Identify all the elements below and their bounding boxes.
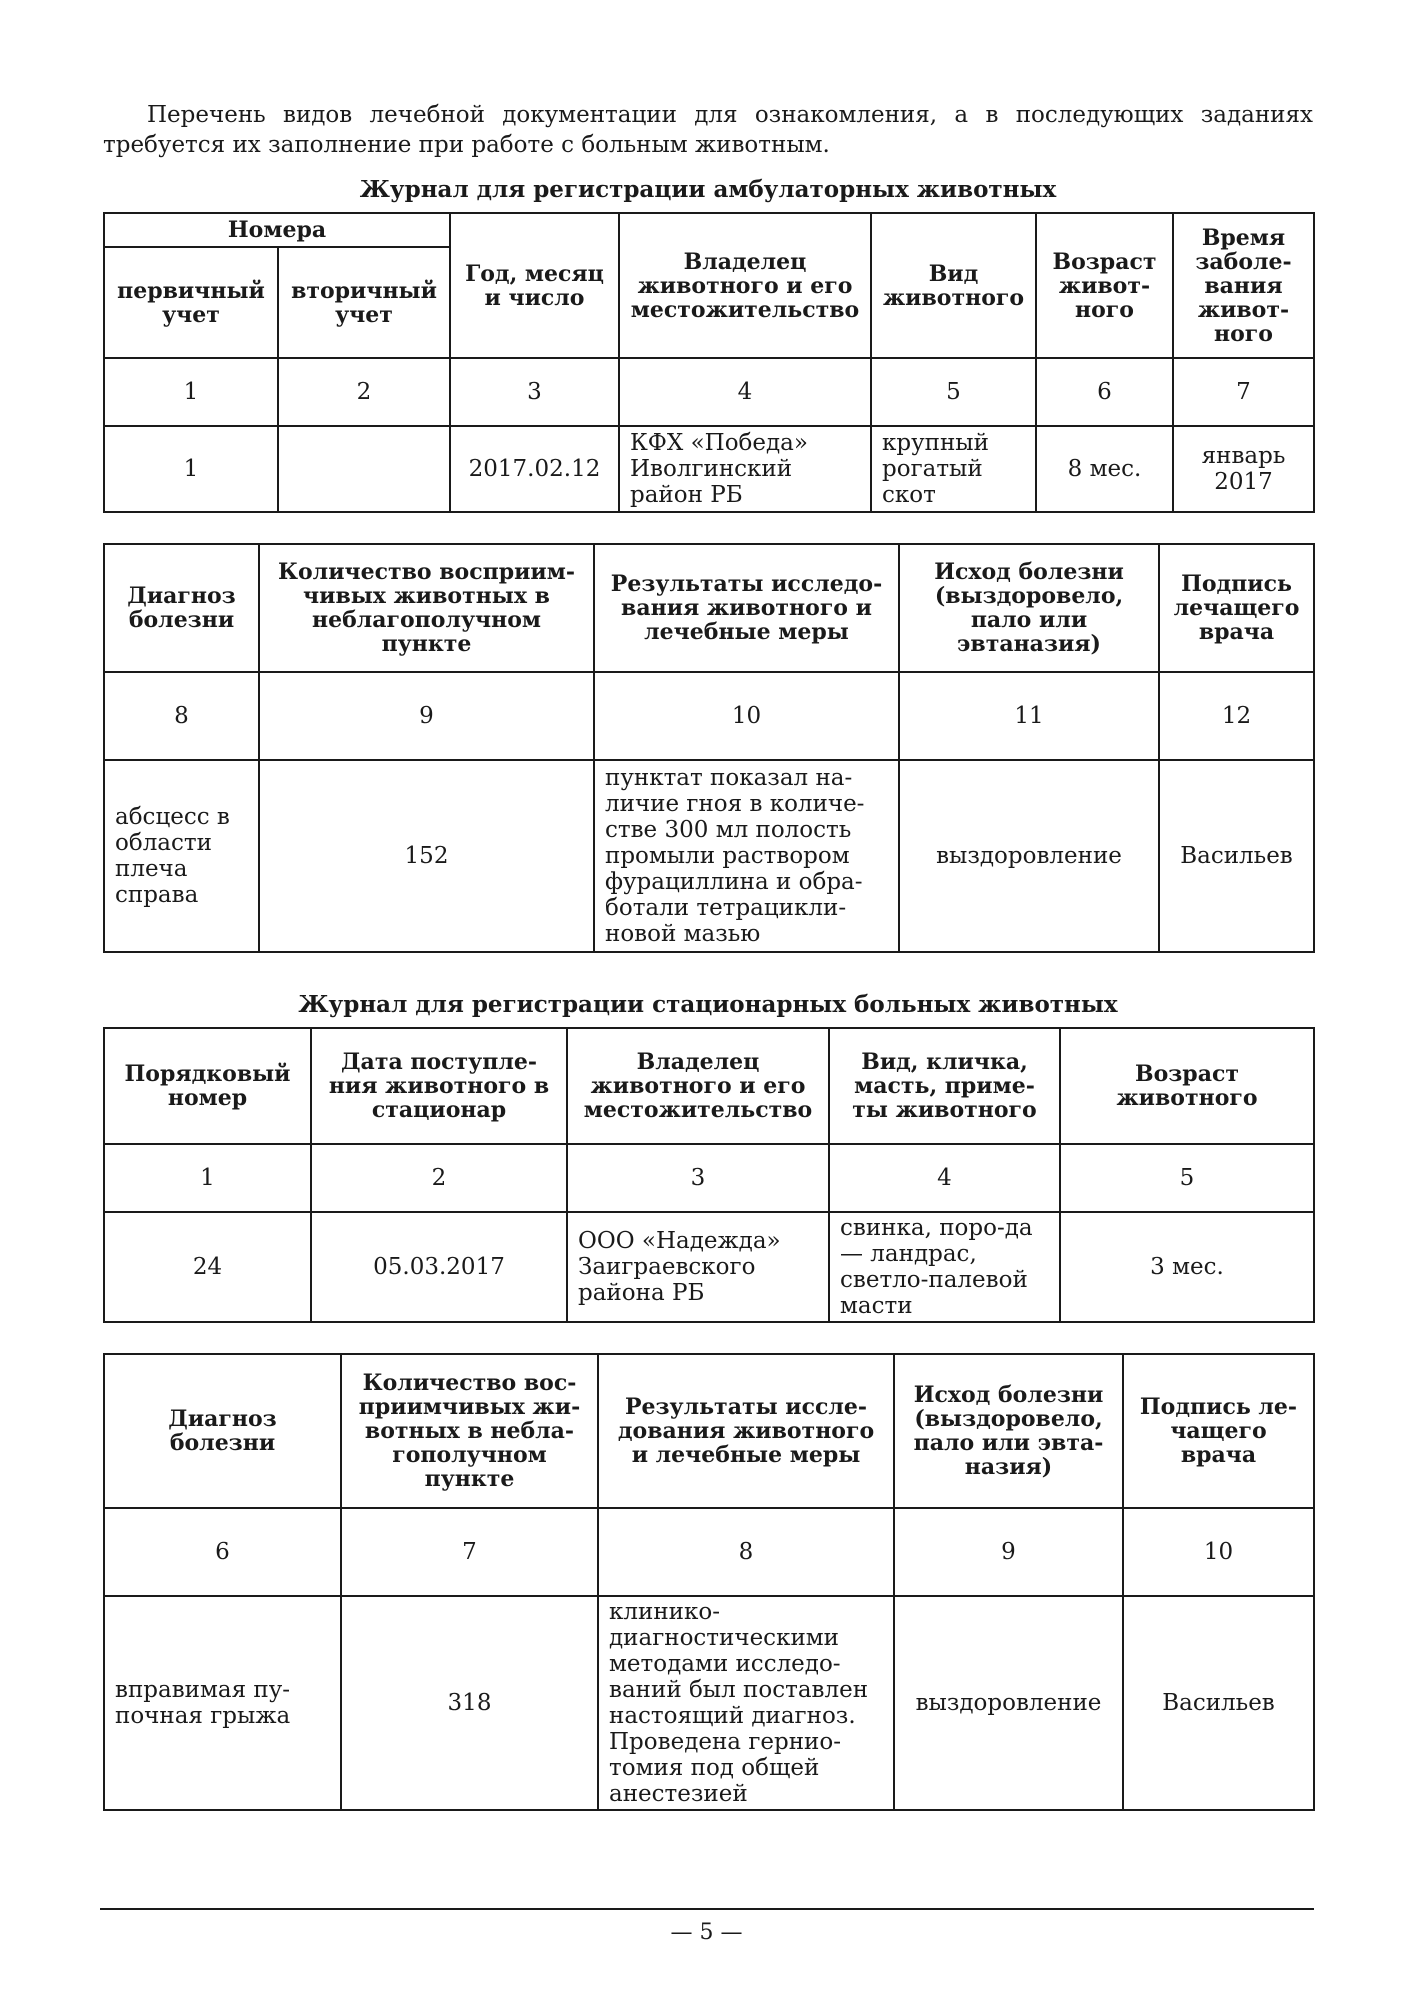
column-number: 1 [104, 358, 278, 426]
column-number: 8 [598, 1508, 894, 1596]
header-outcome: Исход болезни (выздоровело, пало или эвта-назия) [894, 1354, 1123, 1508]
cell-outcome: выздоровление [899, 760, 1159, 952]
header-age: Возраст животного [1060, 1028, 1314, 1144]
column-number: 3 [450, 358, 619, 426]
cell-admission-date: 05.03.2017 [311, 1212, 567, 1322]
header-admission-date: Дата поступле-ния животного в стационар [311, 1028, 567, 1144]
cell-species: крупный рогатый скот [871, 426, 1036, 512]
cell-susceptible-count: 152 [259, 760, 594, 952]
journal2-title: Журнал для регистрации стационарных больных животных [298, 991, 1118, 1018]
column-number: 8 [104, 672, 259, 760]
cell-owner: КФХ «Победа» Иволгинский район РБ [619, 426, 871, 512]
header-animal-description: Вид, кличка, масть, приме-ты животного [829, 1028, 1060, 1144]
cell-diagnosis: вправимая пу-почная грыжа [104, 1596, 341, 1810]
header-date: Год, месяц и число [450, 213, 619, 358]
header-susceptible-count: Количество вос-приимчивых жи-вотных в небла-гополучном пункте [341, 1354, 598, 1508]
header-onset-time: Время заболе-вания живот-ного [1173, 213, 1314, 358]
header-primary: первичный учет [104, 247, 278, 358]
cell-sequence-number: 24 [104, 1212, 311, 1322]
cell-diagnosis: абсцесс в области плеча справа [104, 760, 259, 952]
header-susceptible-count: Количество восприим-чивых животных в неблагополучном пункте [259, 544, 594, 672]
header-results: Результаты иссле-дования животного и лечебные меры [598, 1354, 894, 1508]
journal2-table-part2 [103, 1353, 1315, 1811]
cell-outcome: выздоровление [894, 1596, 1123, 1810]
header-results: Результаты исследо-вания животного и лечебные меры [594, 544, 899, 672]
header-signature: Подпись лечащего врача [1159, 544, 1314, 672]
cell-signature: Васильев [1123, 1596, 1314, 1810]
cell-onset-time: январь 2017 [1173, 426, 1314, 512]
journal2-table-part1 [103, 1027, 1315, 1323]
cell-results: клинико-диагностическими методами исследо-ваний был поставлен настоящий диагноз. Проведена гернио-томия под общей анестезией [598, 1596, 894, 1810]
journal1-table-part2 [103, 543, 1315, 953]
page-number: — 5 — [670, 1920, 743, 1945]
header-outcome: Исход болезни (выздоровело, пало или эвтаназия) [899, 544, 1159, 672]
cell-signature: Васильев [1159, 760, 1314, 952]
column-number: 11 [899, 672, 1159, 760]
header-diagnosis: Диагноз болезни [104, 1354, 341, 1508]
column-number: 7 [1173, 358, 1314, 426]
journal1-title: Журнал для регистрации амбулаторных животных [359, 176, 1057, 203]
column-number: 2 [278, 358, 450, 426]
header-signature: Подпись ле-чащего врача [1123, 1354, 1314, 1508]
column-number: 4 [619, 358, 871, 426]
cell-susceptible-count: 318 [341, 1596, 598, 1810]
column-number: 10 [1123, 1508, 1314, 1596]
column-number: 6 [1036, 358, 1173, 426]
column-number: 6 [104, 1508, 341, 1596]
cell-date: 2017.02.12 [450, 426, 619, 512]
cell-primary: 1 [104, 426, 278, 512]
column-number: 9 [259, 672, 594, 760]
footer-rule [100, 1908, 1314, 1910]
column-number: 5 [871, 358, 1036, 426]
column-number: 12 [1159, 672, 1314, 760]
cell-owner: ООО «Надежда» Заиграевского района РБ [567, 1212, 829, 1322]
header-species: Вид животного [871, 213, 1036, 358]
header-secondary: вторичный учет [278, 247, 450, 358]
header-age: Возраст живот-ного [1036, 213, 1173, 358]
column-number: 1 [104, 1144, 311, 1212]
column-number: 4 [829, 1144, 1060, 1212]
header-sequence-number: Порядковый номер [104, 1028, 311, 1144]
column-number: 9 [894, 1508, 1123, 1596]
header-diagnosis: Диагноз болезни [104, 544, 259, 672]
header-numbers-group: Номера [104, 213, 450, 247]
cell-animal-description: свинка, поро-да — ландрас, светло-палевой масти [829, 1212, 1060, 1322]
column-number: 3 [567, 1144, 829, 1212]
cell-age: 3 мес. [1060, 1212, 1314, 1322]
cell-age: 8 мес. [1036, 426, 1173, 512]
document-page [103, 100, 1313, 1811]
header-owner: Владелец животного и его местожительство [619, 213, 871, 358]
column-number: 7 [341, 1508, 598, 1596]
journal1-table-part1 [103, 212, 1315, 513]
cell-results: пунктат показал на-личие гноя в количе-стве 300 мл полость промыли раствором фурациллина и обра-ботали тетрацикли-новой мазью [594, 760, 899, 952]
column-number: 10 [594, 672, 899, 760]
header-owner: Владелец животного и его местожительство [567, 1028, 829, 1144]
cell-secondary [278, 426, 450, 512]
column-number: 5 [1060, 1144, 1314, 1212]
intro-paragraph: Перечень видов лечебной документации для ознакомления, а в последующих заданиях требуется их заполнение при работе с больным животным. [103, 102, 1313, 158]
column-number: 2 [311, 1144, 567, 1212]
